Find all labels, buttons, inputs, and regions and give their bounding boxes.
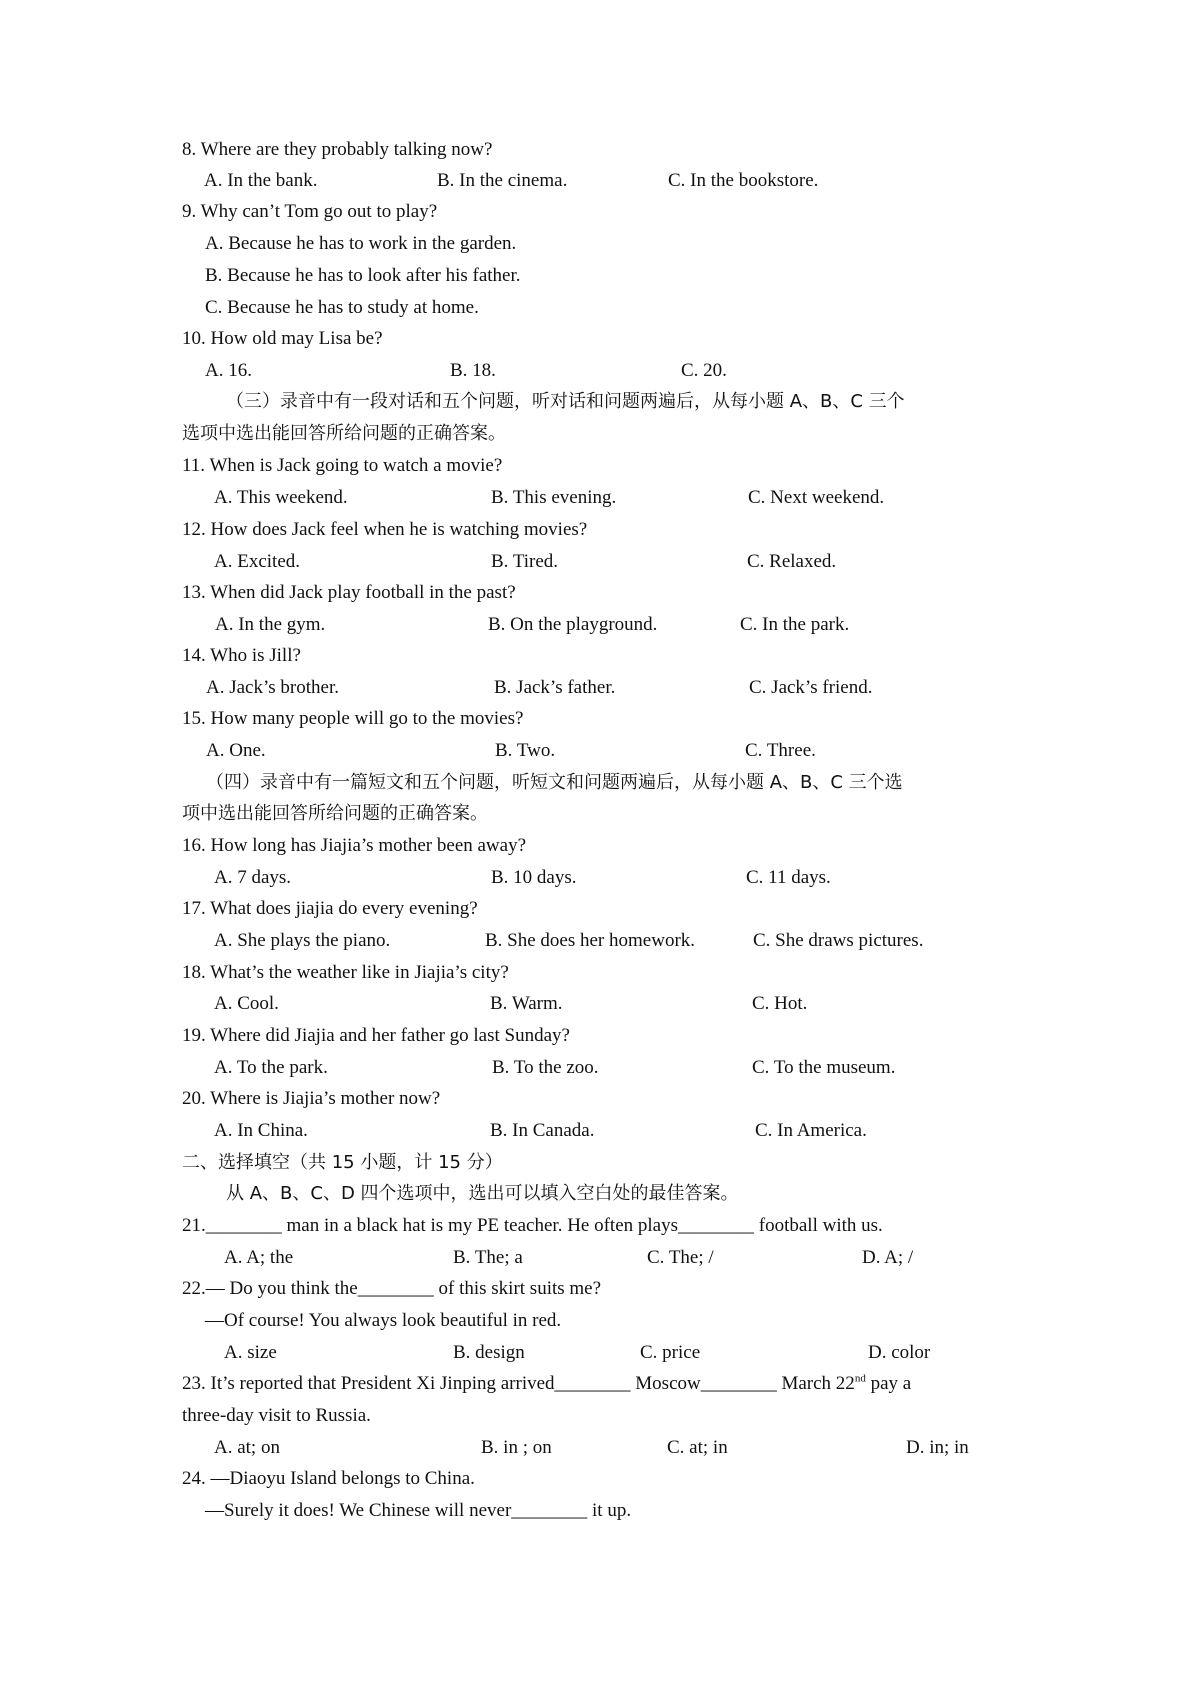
option-a: A. size <box>224 1342 277 1363</box>
question-15 <box>0 703 1200 735</box>
option-b: B. This evening. <box>491 487 617 508</box>
question-9-option-c <box>0 292 1200 324</box>
question-21-options <box>0 1242 1200 1274</box>
option-c: C. Jack’s friend. <box>749 677 873 698</box>
option-c: C. To the museum. <box>752 1057 896 1078</box>
question-stem: 18. What’s the weather like in Jiajia’s city? <box>182 962 509 983</box>
question-22 <box>0 1273 1200 1305</box>
option-b: B. In the cinema. <box>437 170 568 191</box>
question-16 <box>0 830 1200 862</box>
option-b: B. To the zoo. <box>492 1057 599 1078</box>
section-2-instruction <box>0 1178 1200 1210</box>
instruction-line: 从 A、B、C、D 四个选项中，选出可以填入空白处的最佳答案。 <box>226 1183 739 1204</box>
option-a: A. She plays the piano. <box>214 930 391 951</box>
option-d: D. color <box>868 1342 931 1363</box>
part-3-instruction <box>0 386 1200 418</box>
question-stem: 9. Why can’t Tom go out to play? <box>182 201 438 222</box>
question-23 <box>0 1368 1200 1400</box>
dialogue-line: —Surely it does! We Chinese will never________ it up. <box>205 1500 632 1521</box>
question-20-options <box>0 1115 1200 1147</box>
option-c: C. 20. <box>681 360 727 381</box>
question-stem-cont: three-day visit to Russia. <box>182 1405 371 1426</box>
question-10 <box>0 323 1200 355</box>
instruction-line: 项中选出能回答所给问题的正确答案。 <box>182 803 488 824</box>
option-a: A. Jack’s brother. <box>206 677 339 698</box>
dialogue-line: —Of course! You always look beautiful in red. <box>205 1310 562 1331</box>
option-b: B. Two. <box>495 740 556 761</box>
part-3-instruction-cont <box>0 418 1200 450</box>
question-stem: 10. How old may Lisa be? <box>182 328 383 349</box>
option-c: C. In America. <box>755 1120 867 1141</box>
question-stem: 16. How long has Jiajia’s mother been away? <box>182 835 527 856</box>
option-b: B. Tired. <box>491 551 559 572</box>
option-c: C. price <box>640 1342 701 1363</box>
option-b: B. The; a <box>453 1247 523 1268</box>
question-17 <box>0 893 1200 925</box>
question-stem: 8. Where are they probably talking now? <box>182 139 493 160</box>
instruction-line: （三）录音中有一段对话和五个问题，听对话和问题两遍后，从每小题 A、B、C 三个 <box>226 391 905 412</box>
option-c: C. 11 days. <box>746 867 831 888</box>
question-24 <box>0 1463 1200 1495</box>
question-21 <box>0 1210 1200 1242</box>
option-c: C. She draws pictures. <box>753 930 924 951</box>
question-stem: 12. How does Jack feel when he is watching movies? <box>182 519 588 540</box>
part-4-instruction-cont <box>0 798 1200 830</box>
question-13-options <box>0 609 1200 641</box>
option-b: B. 18. <box>450 360 496 381</box>
option-c: C. In the park. <box>740 614 850 635</box>
option-d: D. A; / <box>862 1247 914 1268</box>
question-15-options <box>0 735 1200 767</box>
question-stem: 11. When is Jack going to watch a movie? <box>182 455 503 476</box>
stem-text-end: pay a <box>865 1373 912 1394</box>
question-19 <box>0 1020 1200 1052</box>
question-20 <box>0 1083 1200 1115</box>
section-title: 二、选择填空（共 15 小题，计 15 分） <box>182 1152 503 1173</box>
question-18 <box>0 957 1200 989</box>
ordinal-suffix: nd <box>854 1372 866 1385</box>
question-stem: 19. Where did Jiajia and her father go last Sunday? <box>182 1025 570 1046</box>
question-stem <box>182 1368 911 1400</box>
question-stem: 13. When did Jack play football in the past? <box>182 582 516 603</box>
question-24-reply <box>0 1495 1200 1527</box>
question-19-options <box>0 1052 1200 1084</box>
question-9-option-a <box>0 228 1200 260</box>
part-4-instruction <box>0 767 1200 799</box>
option-b: B. In Canada. <box>490 1120 595 1141</box>
option-a: A. 16. <box>205 360 252 381</box>
question-stem: 21.________ man in a black hat is my PE teacher. He often plays________ football with us. <box>182 1215 883 1236</box>
option-b: B. 10 days. <box>491 867 577 888</box>
option-b: B. design <box>453 1342 525 1363</box>
question-22-options <box>0 1337 1200 1369</box>
option-a: A. Cool. <box>214 993 279 1014</box>
option-a: A. at; on <box>214 1437 280 1458</box>
question-23-options <box>0 1432 1200 1464</box>
option-a: A. A; the <box>224 1247 294 1268</box>
option-c: C. The; / <box>647 1247 714 1268</box>
question-12-options <box>0 546 1200 578</box>
section-2-title <box>0 1147 1200 1179</box>
question-17-options <box>0 925 1200 957</box>
question-stem: 22.— Do you think the________ of this skirt suits me? <box>182 1278 602 1299</box>
option-a: A. In the gym. <box>215 614 326 635</box>
question-18-options <box>0 988 1200 1020</box>
question-12 <box>0 514 1200 546</box>
instruction-line: （四）录音中有一篇短文和五个问题，听短文和问题两遍后，从每小题 A、B、C 三个选 <box>206 772 903 793</box>
option-b: B. Warm. <box>490 993 563 1014</box>
question-stem: 17. What does jiajia do every evening? <box>182 898 478 919</box>
option-c: C. at; in <box>667 1437 728 1458</box>
question-8 <box>0 134 1200 166</box>
option-b: B. Because he has to look after his father. <box>205 265 521 286</box>
question-14-options <box>0 672 1200 704</box>
option-b: B. in ; on <box>481 1437 552 1458</box>
option-a: A. One. <box>206 740 266 761</box>
option-a: A. Because he has to work in the garden. <box>205 233 517 254</box>
question-9 <box>0 196 1200 228</box>
option-b: B. On the playground. <box>488 614 658 635</box>
stem-text: 23. It’s reported that President Xi Jinping arrived________ Moscow________ March 22 <box>182 1373 855 1394</box>
option-a: A. In China. <box>214 1120 308 1141</box>
question-11-options <box>0 482 1200 514</box>
question-11 <box>0 450 1200 482</box>
question-14 <box>0 640 1200 672</box>
option-a: A. Excited. <box>214 551 301 572</box>
question-13 <box>0 577 1200 609</box>
option-a: A. To the park. <box>214 1057 328 1078</box>
question-22-reply <box>0 1305 1200 1337</box>
question-stem: 20. Where is Jiajia’s mother now? <box>182 1088 441 1109</box>
question-16-options <box>0 862 1200 894</box>
option-c: C. Hot. <box>752 993 808 1014</box>
question-stem: 24. —Diaoyu Island belongs to China. <box>182 1468 475 1489</box>
question-9-option-b <box>0 260 1200 292</box>
question-8-options <box>0 165 1200 197</box>
option-d: D. in; in <box>906 1437 969 1458</box>
question-10-options <box>0 355 1200 387</box>
option-a: A. 7 days. <box>214 867 292 888</box>
option-a: A. In the bank. <box>204 170 318 191</box>
option-b: B. She does her homework. <box>485 930 696 951</box>
question-stem: 14. Who is Jill? <box>182 645 301 666</box>
option-c: C. In the bookstore. <box>668 170 819 191</box>
option-b: B. Jack’s father. <box>494 677 616 698</box>
instruction-line: 选项中选出能回答所给问题的正确答案。 <box>182 423 506 444</box>
option-c: C. Because he has to study at home. <box>205 297 479 318</box>
option-a: A. This weekend. <box>214 487 348 508</box>
option-c: C. Next weekend. <box>748 487 885 508</box>
option-c: C. Relaxed. <box>747 551 837 572</box>
option-c: C. Three. <box>745 740 816 761</box>
question-23-cont <box>0 1400 1200 1432</box>
question-stem: 15. How many people will go to the movies? <box>182 708 524 729</box>
